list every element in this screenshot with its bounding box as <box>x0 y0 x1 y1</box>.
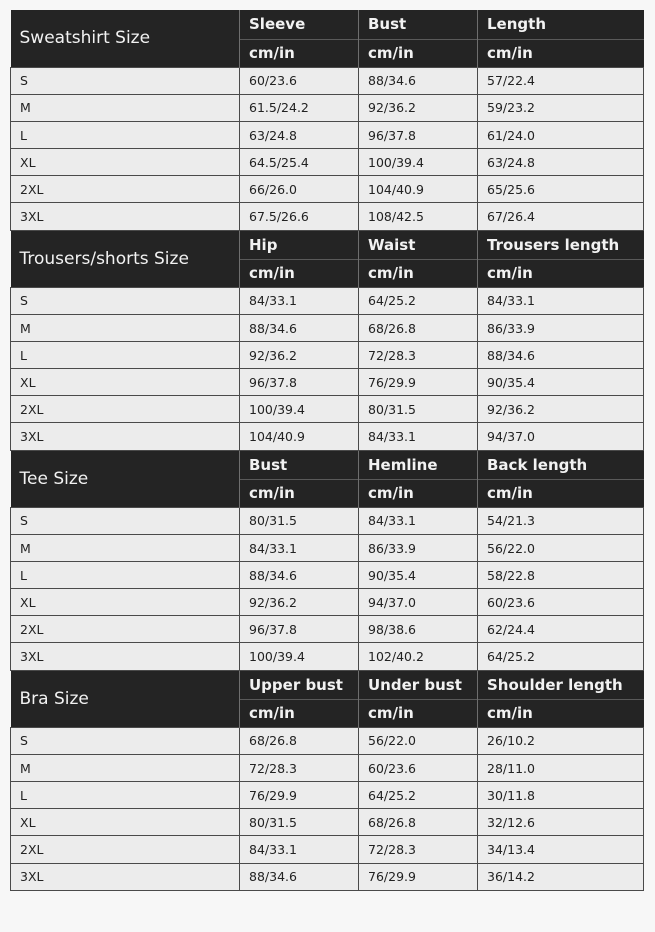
measurement-cell: 72/28.3 <box>359 342 478 369</box>
size-cell: L <box>11 782 240 809</box>
size-cell: S <box>11 67 240 94</box>
sweatshirt-size-header-row <box>11 10 644 39</box>
column-header: Waist <box>359 230 478 259</box>
size-cell: 2XL <box>11 616 240 643</box>
table-row <box>11 122 644 149</box>
measurement-cell: 84/33.1 <box>478 287 644 314</box>
measurement-cell: 57/22.4 <box>478 67 644 94</box>
measurement-cell: 63/24.8 <box>240 122 359 149</box>
size-cell: S <box>11 287 240 314</box>
unit-label: cm/in <box>240 699 359 727</box>
measurement-cell: 84/33.1 <box>240 534 359 561</box>
table-row <box>11 755 644 782</box>
table-row <box>11 809 644 836</box>
size-chart-table <box>10 10 644 891</box>
measurement-cell: 102/40.2 <box>359 643 478 670</box>
measurement-cell: 96/37.8 <box>240 369 359 396</box>
measurement-cell: 36/14.2 <box>478 863 644 891</box>
measurement-cell: 100/39.4 <box>240 643 359 670</box>
table-row <box>11 589 644 616</box>
trousers-shorts-size-header-row <box>11 230 644 259</box>
measurement-cell: 64/25.2 <box>359 287 478 314</box>
measurement-cell: 56/22.0 <box>478 534 644 561</box>
measurement-cell: 68/26.8 <box>359 809 478 836</box>
table-row <box>11 782 644 809</box>
section-title: Tee Size <box>11 450 240 507</box>
column-header: Sleeve <box>240 10 359 39</box>
measurement-cell: 62/24.4 <box>478 616 644 643</box>
measurement-cell: 60/23.6 <box>478 589 644 616</box>
column-header: Bust <box>240 450 359 479</box>
measurement-cell: 68/26.8 <box>240 727 359 754</box>
unit-label: cm/in <box>240 39 359 67</box>
measurement-cell: 84/33.1 <box>240 287 359 314</box>
table-row <box>11 534 644 561</box>
section-title: Bra Size <box>11 670 240 727</box>
tee-size-header-row <box>11 450 644 479</box>
table-row <box>11 369 644 396</box>
measurement-cell: 65/25.6 <box>478 176 644 203</box>
measurement-cell: 84/33.1 <box>359 507 478 534</box>
measurement-cell: 92/36.2 <box>359 94 478 121</box>
unit-label: cm/in <box>359 479 478 507</box>
measurement-cell: 64/25.2 <box>359 782 478 809</box>
measurement-cell: 34/13.4 <box>478 836 644 863</box>
measurement-cell: 56/22.0 <box>359 727 478 754</box>
table-row <box>11 643 644 670</box>
table-row <box>11 203 644 230</box>
measurement-cell: 86/33.9 <box>478 314 644 341</box>
size-cell: L <box>11 342 240 369</box>
measurement-cell: 32/12.6 <box>478 809 644 836</box>
measurement-cell: 88/34.6 <box>240 314 359 341</box>
measurement-cell: 84/33.1 <box>359 423 478 450</box>
measurement-cell: 92/36.2 <box>240 342 359 369</box>
measurement-cell: 61/24.0 <box>478 122 644 149</box>
table-row <box>11 67 644 94</box>
column-header: Bust <box>359 10 478 39</box>
measurement-cell: 88/34.6 <box>478 342 644 369</box>
size-cell: M <box>11 755 240 782</box>
bra-size-header-row <box>11 670 644 699</box>
measurement-cell: 96/37.8 <box>359 122 478 149</box>
measurement-cell: 96/37.8 <box>240 616 359 643</box>
column-header: Under bust <box>359 670 478 699</box>
table-row <box>11 727 644 754</box>
table-row <box>11 149 644 176</box>
measurement-cell: 58/22.8 <box>478 562 644 589</box>
size-cell: XL <box>11 149 240 176</box>
measurement-cell: 80/31.5 <box>240 507 359 534</box>
measurement-cell: 64.5/25.4 <box>240 149 359 176</box>
column-header: Length <box>478 10 644 39</box>
measurement-cell: 92/36.2 <box>478 396 644 423</box>
table-row <box>11 616 644 643</box>
column-header: Hemline <box>359 450 478 479</box>
measurement-cell: 98/38.6 <box>359 616 478 643</box>
measurement-cell: 30/11.8 <box>478 782 644 809</box>
table-row <box>11 836 644 863</box>
size-cell: M <box>11 314 240 341</box>
measurement-cell: 67.5/26.6 <box>240 203 359 230</box>
measurement-cell: 28/11.0 <box>478 755 644 782</box>
size-cell: L <box>11 122 240 149</box>
measurement-cell: 72/28.3 <box>240 755 359 782</box>
unit-label: cm/in <box>240 479 359 507</box>
size-cell: 2XL <box>11 176 240 203</box>
unit-label: cm/in <box>359 39 478 67</box>
section-title: Sweatshirt Size <box>11 10 240 67</box>
measurement-cell: 90/35.4 <box>478 369 644 396</box>
column-header: Shoulder length <box>478 670 644 699</box>
measurement-cell: 92/36.2 <box>240 589 359 616</box>
size-cell: 2XL <box>11 836 240 863</box>
size-cell: 3XL <box>11 203 240 230</box>
table-row <box>11 863 644 891</box>
measurement-cell: 104/40.9 <box>240 423 359 450</box>
measurement-cell: 76/29.9 <box>359 863 478 891</box>
unit-label: cm/in <box>359 699 478 727</box>
measurement-cell: 80/31.5 <box>240 809 359 836</box>
size-cell: 3XL <box>11 423 240 450</box>
measurement-cell: 61.5/24.2 <box>240 94 359 121</box>
size-cell: XL <box>11 809 240 836</box>
unit-label: cm/in <box>240 259 359 287</box>
measurement-cell: 88/34.6 <box>240 863 359 891</box>
section-title: Trousers/shorts Size <box>11 230 240 287</box>
unit-label: cm/in <box>478 479 644 507</box>
unit-label: cm/in <box>478 259 644 287</box>
measurement-cell: 86/33.9 <box>359 534 478 561</box>
column-header: Hip <box>240 230 359 259</box>
size-cell: XL <box>11 369 240 396</box>
table-row <box>11 423 644 450</box>
size-cell: S <box>11 727 240 754</box>
measurement-cell: 100/39.4 <box>240 396 359 423</box>
measurement-cell: 76/29.9 <box>359 369 478 396</box>
measurement-cell: 60/23.6 <box>240 67 359 94</box>
measurement-cell: 76/29.9 <box>240 782 359 809</box>
measurement-cell: 94/37.0 <box>478 423 644 450</box>
measurement-cell: 90/35.4 <box>359 562 478 589</box>
measurement-cell: 80/31.5 <box>359 396 478 423</box>
table-row <box>11 94 644 121</box>
size-cell: L <box>11 562 240 589</box>
measurement-cell: 68/26.8 <box>359 314 478 341</box>
unit-label: cm/in <box>478 699 644 727</box>
measurement-cell: 63/24.8 <box>478 149 644 176</box>
table-row <box>11 314 644 341</box>
measurement-cell: 100/39.4 <box>359 149 478 176</box>
size-cell: XL <box>11 589 240 616</box>
table-row <box>11 287 644 314</box>
table-row <box>11 342 644 369</box>
column-header: Trousers length <box>478 230 644 259</box>
measurement-cell: 88/34.6 <box>240 562 359 589</box>
measurement-cell: 59/23.2 <box>478 94 644 121</box>
measurement-cell: 67/26.4 <box>478 203 644 230</box>
column-header: Back length <box>478 450 644 479</box>
measurement-cell: 104/40.9 <box>359 176 478 203</box>
measurement-cell: 26/10.2 <box>478 727 644 754</box>
unit-label: cm/in <box>478 39 644 67</box>
table-row <box>11 176 644 203</box>
size-chart-body <box>11 10 644 891</box>
measurement-cell: 94/37.0 <box>359 589 478 616</box>
table-row <box>11 396 644 423</box>
size-cell: M <box>11 534 240 561</box>
size-cell: 2XL <box>11 396 240 423</box>
unit-label: cm/in <box>359 259 478 287</box>
size-cell: M <box>11 94 240 121</box>
measurement-cell: 108/42.5 <box>359 203 478 230</box>
table-row <box>11 507 644 534</box>
measurement-cell: 54/21.3 <box>478 507 644 534</box>
column-header: Upper bust <box>240 670 359 699</box>
measurement-cell: 72/28.3 <box>359 836 478 863</box>
table-row <box>11 562 644 589</box>
measurement-cell: 88/34.6 <box>359 67 478 94</box>
size-cell: 3XL <box>11 863 240 891</box>
measurement-cell: 66/26.0 <box>240 176 359 203</box>
measurement-cell: 64/25.2 <box>478 643 644 670</box>
size-cell: S <box>11 507 240 534</box>
size-cell: 3XL <box>11 643 240 670</box>
measurement-cell: 84/33.1 <box>240 836 359 863</box>
measurement-cell: 60/23.6 <box>359 755 478 782</box>
